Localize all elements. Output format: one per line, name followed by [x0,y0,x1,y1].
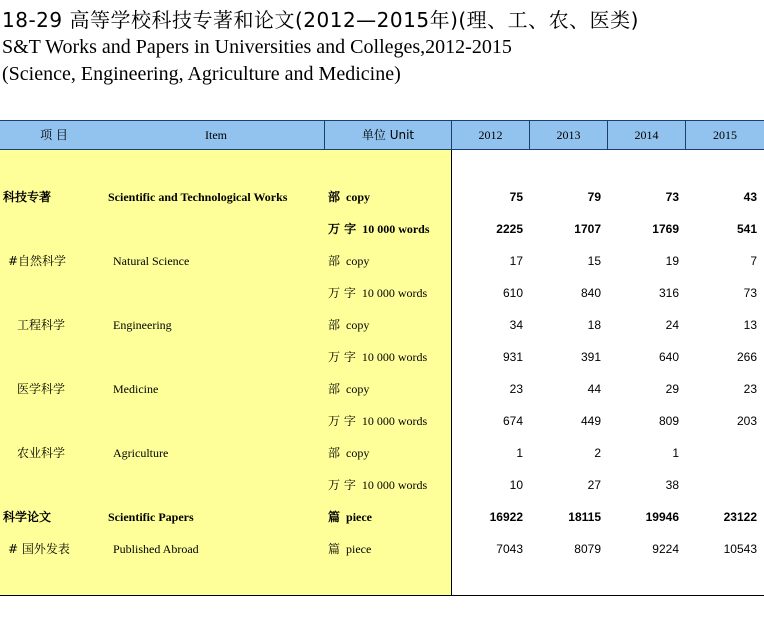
row-value-2012: 23 [509,382,523,396]
row-value-2013: 2 [594,446,601,460]
row-label-cn: 科学论文 [3,510,52,524]
row-label-cn: 农业科学 [17,446,66,460]
row-value-2014: 29 [665,382,679,396]
row-value-2015: 203 [736,414,757,428]
row-value-2012: 17 [509,254,523,268]
row-unit [328,277,427,309]
table-row [0,405,764,437]
row-label-en: Engineering [113,318,172,332]
row-value-2014: 24 [665,318,679,332]
row-value-2012: 1 [516,446,523,460]
row-value-2014: 19 [665,254,679,268]
row-unit [328,341,427,373]
row-value-2013: 449 [580,414,601,428]
row-unit-en: piece [346,510,373,524]
row-value-2012: 16922 [489,510,523,524]
row-value-2012: 10 [509,478,523,492]
row-value-2012: 674 [502,414,523,428]
row-label-en: Natural Science [113,254,190,268]
row-value-2015: 43 [743,190,757,204]
row-unit-cn: 万 字 [328,478,356,492]
row-value-2013: 1707 [574,222,601,236]
row-label-cn: 工程科学 [17,318,66,332]
row-label-cn: # 国外发表 [8,542,70,556]
data-table [0,120,764,596]
table-row [0,373,764,405]
row-unit [328,309,369,341]
row-label-en: Scientific and Technological Works [108,190,288,204]
header-item-en: Item [205,128,227,142]
header-year-2012: 2012 [478,128,503,142]
row-value-2013: 27 [587,478,601,492]
row-value-2015: 7 [750,254,757,268]
row-value-2013: 18115 [568,510,601,524]
table-row [0,277,764,309]
row-unit-cn: 万 字 [328,222,357,236]
row-value-2013: 15 [587,254,601,268]
row-label-en: Published Abroad [113,542,199,556]
row-unit [328,213,430,245]
table-row [0,437,764,469]
row-unit-en: 10 000 words [361,350,428,364]
row-unit [328,533,371,565]
header-year-2014: 2014 [634,128,659,142]
row-value-2013: 18 [587,318,601,332]
row-value-2014: 809 [658,414,679,428]
header-year-2015: 2015 [713,128,737,142]
row-unit-cn: 篇 [328,510,341,524]
row-value-2012: 610 [502,286,523,300]
row-label-en: Agriculture [113,446,169,460]
table-subtitle-en: (Science, Engineering, Agriculture and Medicine) [2,63,401,85]
row-unit [328,405,427,437]
row-unit [328,181,370,213]
row-value-2014: 1769 [652,222,679,236]
row-value-2013: 391 [580,350,601,364]
row-value-2012: 2225 [496,222,523,236]
row-label-cn: 医学科学 [17,382,66,396]
row-value-2015: 13 [743,318,757,332]
row-value-2013: 44 [587,382,601,396]
table-row [0,469,764,501]
row-unit-cn: 部 [328,446,341,460]
row-value-2015: 266 [736,350,757,364]
row-unit-cn: 部 [328,190,341,204]
row-value-2014: 19946 [645,510,679,524]
row-label-cn: 科技专著 [3,190,52,204]
row-value-2014: 73 [665,190,679,204]
row-unit [328,501,372,533]
header-unit: 单位 Unit [361,128,415,142]
header-year-2013: 2013 [556,128,581,142]
row-unit-en: piece [346,542,372,556]
row-unit-en: copy [346,382,370,396]
table-header [0,120,764,150]
row-label-en: Scientific Papers [108,510,194,524]
row-value-2014: 316 [658,286,679,300]
row-unit [328,469,427,501]
row-value-2012: 34 [509,318,523,332]
row-value-2015 [697,469,757,501]
row-unit [328,245,369,277]
row-unit-cn: 部 [328,382,341,396]
row-value-2013: 840 [580,286,601,300]
row-value-2014: 640 [658,350,679,364]
row-value-2014: 38 [665,478,679,492]
row-unit [328,373,369,405]
table-title-en: S&T Works and Papers in Universities and Colleges,2012-2015 [2,36,512,58]
row-value-2012: 7043 [496,542,523,556]
row-value-2015: 23 [743,382,757,396]
row-value-2015 [697,437,757,469]
table-row [0,501,764,533]
row-unit-en: 10 000 words [361,414,428,428]
row-unit-cn: 部 [328,318,341,332]
table-row [0,341,764,373]
row-value-2014: 9224 [652,542,679,556]
row-value-2013: 79 [587,190,601,204]
table-row [0,533,764,565]
table-row [0,213,764,245]
table-bottom-border [0,595,764,596]
row-value-2015: 541 [736,222,757,236]
table-row [0,309,764,341]
table-row [0,181,764,213]
header-item-cn: 项 目 [40,128,68,142]
row-unit-en: 10 000 words [361,478,428,492]
row-unit [328,437,369,469]
row-unit-cn: 篇 [328,542,341,556]
row-label-en: Medicine [113,382,159,396]
row-value-2012: 75 [509,190,523,204]
row-value-2012: 931 [502,350,523,364]
row-unit-en: copy [346,318,370,332]
row-unit-cn: 万 字 [328,350,356,364]
row-value-2013: 8079 [574,542,601,556]
row-unit-en: 10 000 words [361,286,428,300]
row-unit-en: copy [346,446,370,460]
row-unit-cn: 万 字 [328,286,356,300]
row-unit-en: copy [346,190,371,204]
row-value-2014: 1 [672,446,679,460]
row-value-2015: 10543 [723,542,757,556]
row-unit-cn: 万 字 [328,414,356,428]
row-label-cn: #自然科学 [8,254,67,268]
row-value-2015: 73 [743,286,757,300]
table-row [0,245,764,277]
row-value-2015: 23122 [723,510,757,524]
row-unit-en: copy [346,254,370,268]
row-unit-cn: 部 [328,254,341,268]
row-unit-en: 10 000 words [362,222,430,236]
table-title-cn: 18-29 高等学校科技专著和论文(2012—2015年)(理、工、农、医类) [2,8,639,32]
